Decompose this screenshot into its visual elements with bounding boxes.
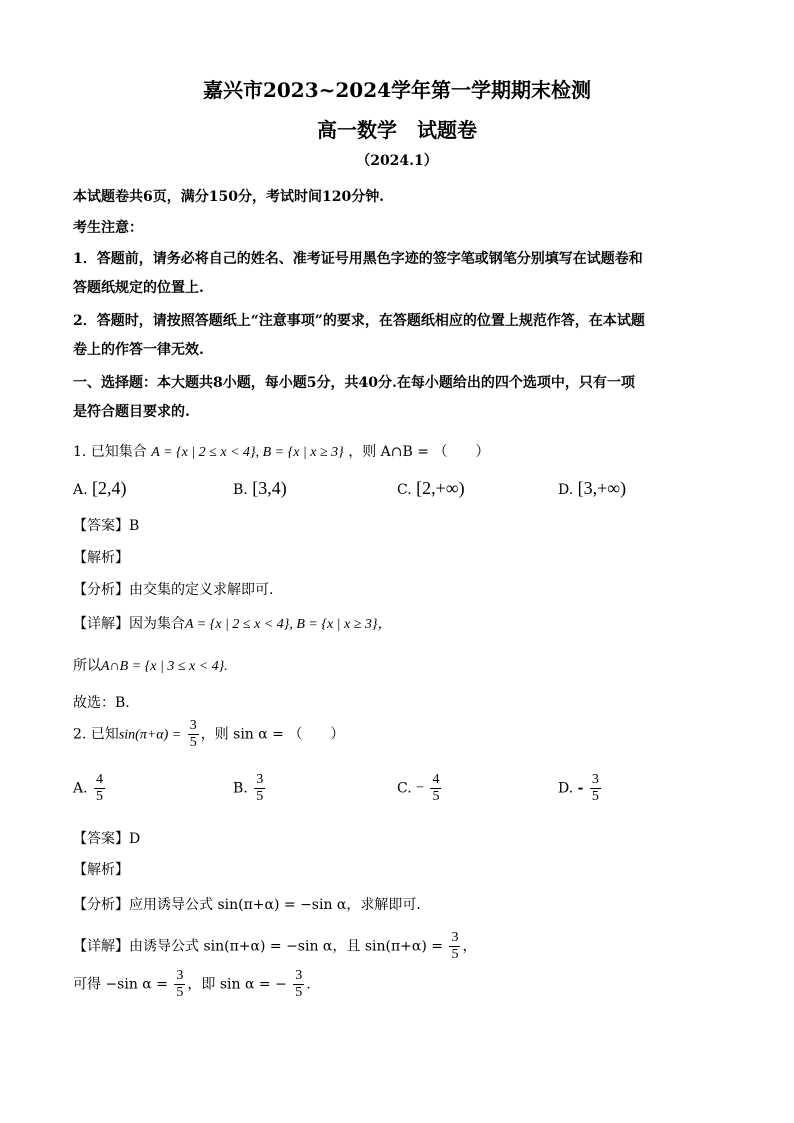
fraction: $\frac{3}{5}$ [176,968,184,1000]
notice-heading: 考生注意： [73,220,143,236]
rule-1-line-2: 答题纸规定的位置上. [73,280,204,296]
section-1-line-2: 是符合题目要求的. [73,404,190,420]
q1-set-b: B = {x | x ≥ 3} [262,445,344,460]
question-1-stem: 1. 已知集合 A = {x | 2 ≤ x < 4}, B = {x | x ≥ 3} ，则 A∩B = （ ） [73,444,490,460]
option-value: [3,4) [252,478,287,498]
option-value: [3,+∞) [577,478,627,498]
q2-option-c: C. − $\frac{4}{5}$ [397,772,440,804]
fraction: $\frac{4}{5}$ [96,772,104,804]
q2-detail: 【详解】由诱导公式 sin(π+α) = −sin α，且 sin(π+α) = $\frac{3}{5}$ ， [73,930,477,962]
fraction: $\frac{3}{5}$ [451,930,459,962]
q1-option-d [558,478,626,499]
fraction: $\frac{3}{5}$ [189,718,197,750]
q1-detail [73,613,392,633]
rule-2-line-1: 2．答题时，请按照答题纸上“注意事项”的要求，在答题纸相应的位置上规范作答，在本试题 [73,313,645,329]
q2-prefix: 2. 已知 [73,726,119,743]
q2-analysis-tag: 【解析】 [73,862,129,878]
q1-set-a: A = {x | 2 ≤ x < 4} [151,445,256,460]
option-value: [2,+∞) [416,478,465,498]
rule-2-line-2: 卷上的作答一律无效. [73,342,204,358]
option-label: D. [558,482,574,498]
fraction: $\frac{3}{5}$ [295,968,303,1000]
section-1-line-1: 一、选择题：本大题共8小题，每小题5分，共40分.在每小题给出的四个选项中，只有一项 [73,375,635,391]
q2-option-d: D. - $\frac{3}{5}$ [558,772,599,804]
q1-option-b [233,478,287,499]
exam-date: （2024.1） [356,153,438,169]
q2-answer: 【答案】D [73,831,141,847]
q1-choose: 故选：B. [73,695,130,711]
q2-result: 可得 −sin α = $\frac{3}{5}$ ，即 sin α = − $\frac{3}{5}$ . [73,968,311,1000]
q1-detail-sets: A = {x | 2 ≤ x < 4}, B = {x | x ≥ 3}， [185,617,392,632]
q1-analysis-tag: 【解析】 [73,550,129,566]
q1-prefix: 1. 已知集合 [73,444,147,460]
q2-given: sin(π+α) = [118,727,182,743]
q2-result-text: 可得 −sin α = [73,976,168,993]
q1-option-c [397,478,465,499]
q1-conclusion [73,655,228,675]
q1-so-expr: A∩B = {x | 3 ≤ x < 4}. [101,659,228,674]
q1-ask: ，则 A∩B = （ ） [348,444,490,460]
q2-result-text-2: ，即 sin α = − [187,976,287,993]
fraction: $\frac{3}{5}$ [591,772,599,804]
q1-so: 所以 [73,658,101,674]
q1-option-a [73,478,127,499]
page-subtitle: 高一数学 试题卷 [317,118,477,142]
q2-fenxi: 【分析】应用诱导公式 sin(π+α) = −sin α，求解即可. [73,897,421,913]
q1-fenxi: 【分析】由交集的定义求解即可. [73,582,274,598]
rule-1-line-1: 1．答题前，请务必将自己的姓名、准考证号用黑色字迹的签字笔或钢笔分别填写在试题卷和 [73,251,643,267]
option-label: A. [73,482,88,498]
question-2-stem [73,718,344,751]
fraction: $\frac{3}{5}$ [256,772,264,804]
page-title: 嘉兴市2023~2024学年第一学期期末检测 [202,78,592,102]
fraction: $\frac{4}{5}$ [432,772,440,804]
option-value: [2,4) [92,478,127,498]
option-label: C. [397,482,412,498]
q2-option-a: A. $\frac{4}{5}$ [73,772,104,804]
q1-detail-prefix: 【详解】因为集合 [73,616,185,632]
intro-line: 本试题卷共6页，满分150分，考试时间120分钟. [73,189,385,205]
q1-answer: 【答案】B [73,518,140,534]
q2-detail-text: 【详解】由诱导公式 sin(π+α) = −sin α，且 sin(π+α) = [73,938,444,955]
q2-ask: ，则 sin α = （ ） [200,726,345,743]
q2-option-b: B. $\frac{3}{5}$ [233,772,264,804]
option-label: B. [233,482,248,498]
